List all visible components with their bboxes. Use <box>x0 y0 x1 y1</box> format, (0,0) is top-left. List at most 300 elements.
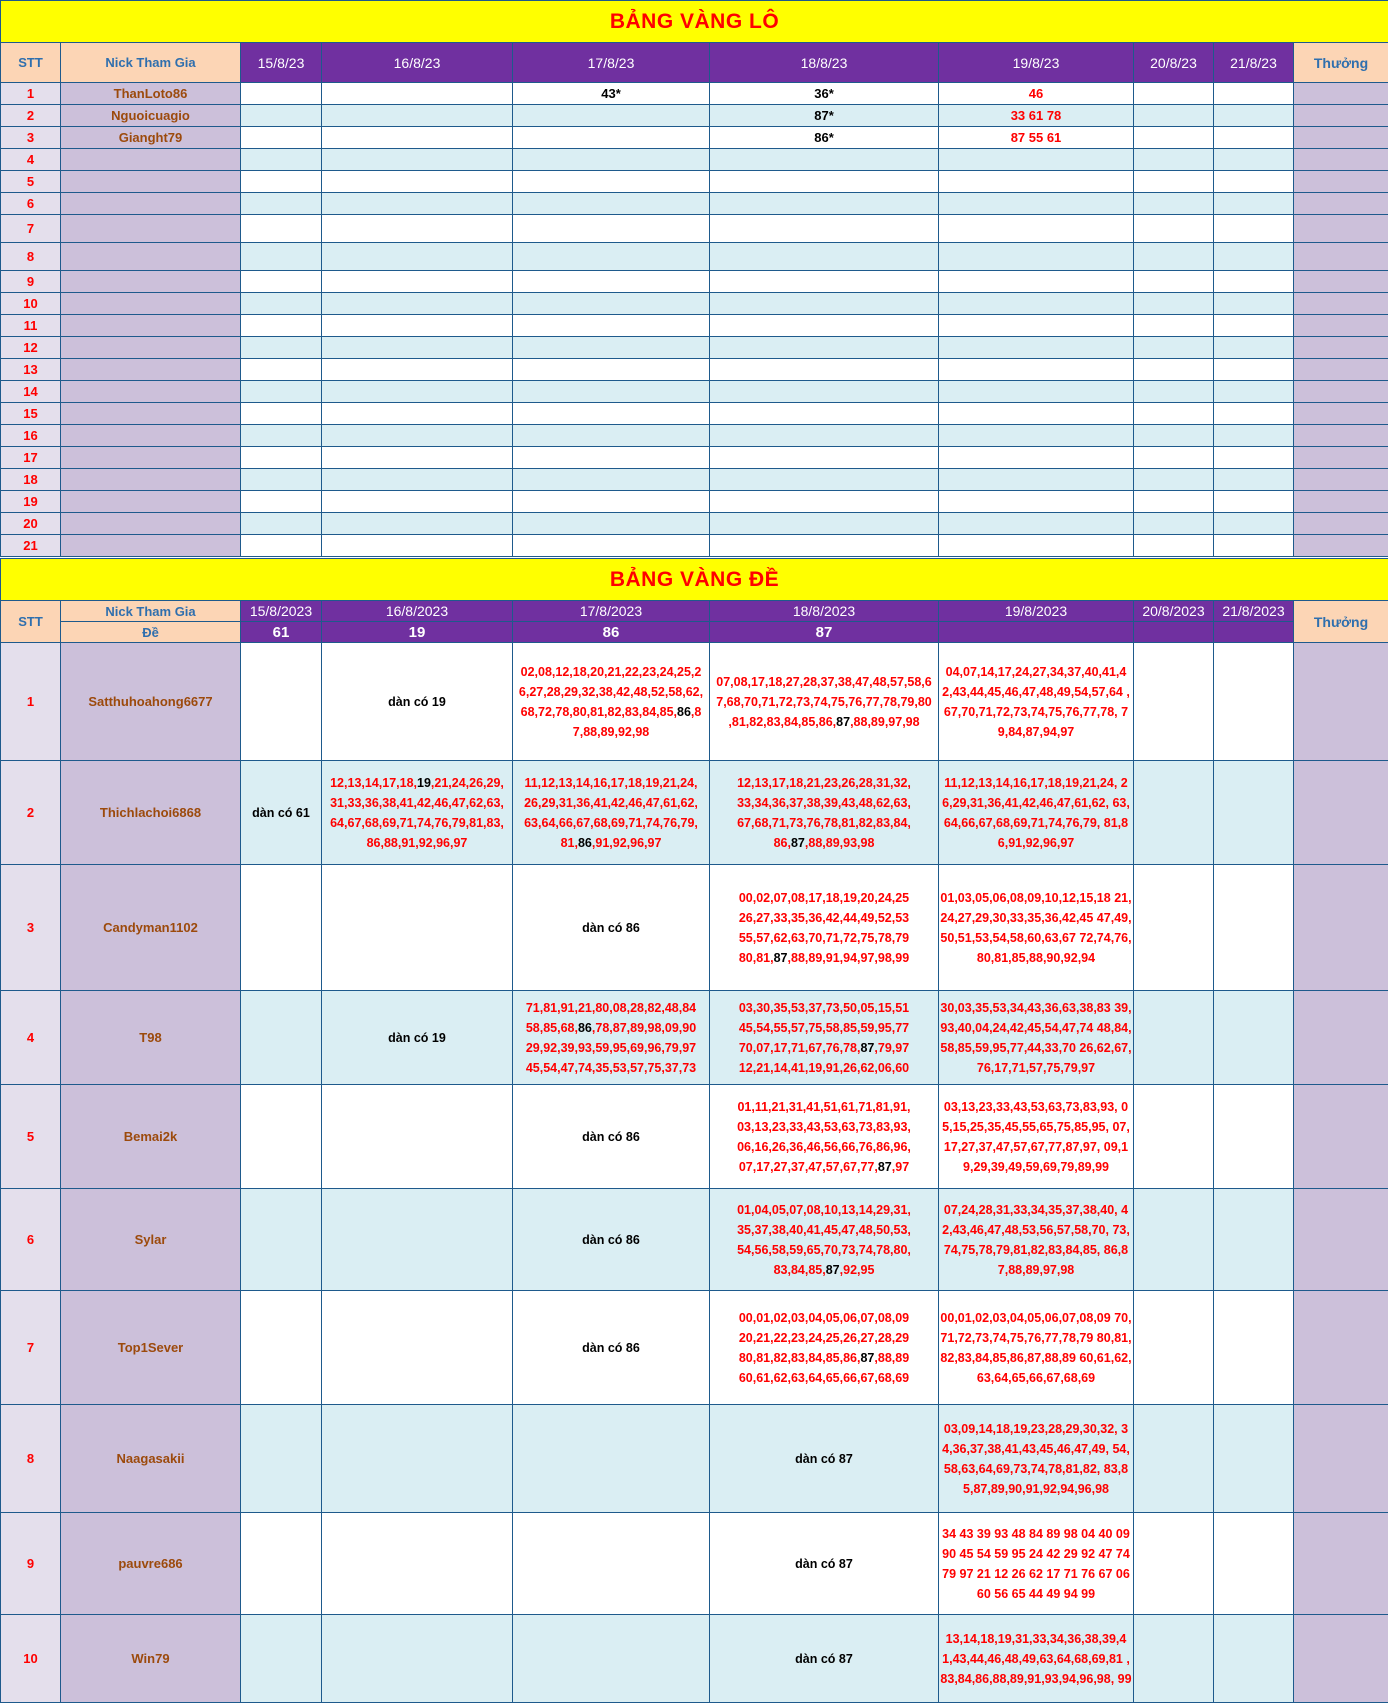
de-cell-19: 04,07,14,17,24,27,34,37,40,41,4 2,43,44,45,46,47,48,49,54,57,64 ,67,70,71,72,73,74,75,76,77,78, 79,84,87,94,97 <box>939 643 1134 761</box>
de-row <box>1 991 1388 1085</box>
lo-cell-16 <box>322 149 513 171</box>
lo-cell-19 <box>939 193 1134 215</box>
de-cell-text: ,92,95 <box>840 1263 875 1277</box>
lo-cell-19 <box>939 293 1134 315</box>
de-cell-15 <box>241 1513 322 1615</box>
lo-nick <box>61 293 241 315</box>
de-cell-text: 26,27,33,35,36,42,44,49,52,53 <box>739 911 909 925</box>
de-cell-16 <box>322 761 513 865</box>
lo-cell-21 <box>1214 491 1294 513</box>
lo-cell-16 <box>322 171 513 193</box>
lo-cell-20 <box>1134 491 1214 513</box>
lo-thuong <box>1294 447 1388 469</box>
de-cell-text: 02,08,12,18,20,21,22,23,24,25,2 <box>521 665 702 679</box>
de-cell-text: 87 <box>878 1160 892 1174</box>
de-cell-16 <box>322 1085 513 1189</box>
lo-cell-19 <box>939 243 1134 271</box>
lo-cell-21 <box>1214 215 1294 243</box>
de-cell-text: 80,81,82,83,84,85,86, <box>739 1351 861 1365</box>
lo-cell-15 <box>241 447 322 469</box>
de-date-header: 17/8/2023 <box>513 601 710 622</box>
de-cell-text: 55,57,62,63,70,71,72,75,78,79 <box>739 931 909 945</box>
de-cell-text: 86 <box>578 836 592 850</box>
de-cell-text: 86 <box>677 705 691 719</box>
de-cell-text: 70,07,17,71,67,76,78, <box>739 1041 861 1055</box>
de-cell-17 <box>513 1615 710 1703</box>
de-cell-text: 87 <box>836 715 850 729</box>
de-cell-17: dàn có 86 <box>513 1189 710 1291</box>
de-title: BẢNG VÀNG ĐỀ <box>1 559 1388 601</box>
de-cell-16: dàn có 19 <box>322 991 513 1085</box>
lo-cell-16 <box>322 469 513 491</box>
de-cell-21 <box>1214 1513 1294 1615</box>
lo-row <box>1 491 1388 513</box>
de-result: 87 <box>710 622 939 643</box>
lo-cell-20 <box>1134 337 1214 359</box>
lo-cell-20 <box>1134 127 1214 149</box>
lo-cell-18 <box>710 171 939 193</box>
de-table <box>0 558 1388 1703</box>
de-cell-16 <box>322 1189 513 1291</box>
de-nick: Top1Sever <box>61 1291 241 1405</box>
de-cell-18: dàn có 87 <box>710 1513 939 1615</box>
de-cell-text: 20,21,22,23,24,25,26,27,28,29 <box>739 1331 909 1345</box>
de-cell-21 <box>1214 643 1294 761</box>
lo-cell-19: 46 <box>939 83 1134 105</box>
de-nick: pauvre686 <box>61 1513 241 1615</box>
lo-cell-17 <box>513 193 710 215</box>
lo-thuong <box>1294 171 1388 193</box>
de-thuong <box>1294 1615 1388 1703</box>
lo-cell-20 <box>1134 105 1214 127</box>
lo-cell-15 <box>241 149 322 171</box>
lo-row <box>1 215 1388 243</box>
de-cell-19: 30,03,35,53,34,43,36,63,38,83 39,93,40,04,24,42,45,54,47,74 48,84,58,85,59,95,77,44,33,70 26,62,67,76,17,71,57,75,79,97 <box>939 991 1134 1085</box>
lo-date-header: 15/8/23 <box>241 43 322 83</box>
lo-cell-18 <box>710 149 939 171</box>
lo-cell-15 <box>241 243 322 271</box>
lo-cell-16 <box>322 83 513 105</box>
lo-cell-17 <box>513 513 710 535</box>
lo-cell-17 <box>513 243 710 271</box>
de-cell-17: dàn có 86 <box>513 1085 710 1189</box>
lo-nick <box>61 491 241 513</box>
lo-stt: 13 <box>1 359 61 381</box>
lo-nick <box>61 171 241 193</box>
de-cell-15 <box>241 643 322 761</box>
lo-cell-16 <box>322 491 513 513</box>
de-cell-text: 26,29,31,36,41,42,46,47,61,62, <box>524 796 698 810</box>
de-date-header: 19/8/2023 <box>939 601 1134 622</box>
lo-thuong <box>1294 359 1388 381</box>
lo-cell-19 <box>939 359 1134 381</box>
de-cell-17 <box>513 761 710 865</box>
lo-nick <box>61 469 241 491</box>
de-row <box>1 1513 1388 1615</box>
lo-cell-19 <box>939 425 1134 447</box>
lo-cell-20 <box>1134 193 1214 215</box>
de-cell-text: 81, <box>561 836 578 850</box>
de-nick: T98 <box>61 991 241 1085</box>
lo-cell-16 <box>322 193 513 215</box>
lo-cell-15 <box>241 381 322 403</box>
lo-thuong <box>1294 513 1388 535</box>
lo-stt: 5 <box>1 171 61 193</box>
lo-cell-20 <box>1134 359 1214 381</box>
lo-cell-15 <box>241 403 322 425</box>
lo-cell-19 <box>939 215 1134 243</box>
lo-cell-16 <box>322 315 513 337</box>
de-stt: 2 <box>1 761 61 865</box>
lo-cell-19 <box>939 403 1134 425</box>
de-cell-19: 11,12,13,14,16,17,18,19,21,24, 26,29,31,36,41,42,46,47,61,62, 63,64,66,67,68,69,71,74,76,79, 81,86,91,92,96,97 <box>939 761 1134 865</box>
lo-stt: 10 <box>1 293 61 315</box>
lo-cell-19 <box>939 315 1134 337</box>
lo-cell-18 <box>710 447 939 469</box>
lo-cell-21 <box>1214 535 1294 557</box>
de-cell-text: 87 <box>860 1351 874 1365</box>
de-date-header: 16/8/2023 <box>322 601 513 622</box>
de-row <box>1 1291 1388 1405</box>
lo-row <box>1 193 1388 215</box>
lo-row <box>1 359 1388 381</box>
lo-cell-17 <box>513 171 710 193</box>
de-cell-20 <box>1134 1291 1214 1405</box>
de-cell-16 <box>322 865 513 991</box>
de-cell-text: 01,11,21,31,41,51,61,71,81,91, <box>737 1100 910 1114</box>
de-row <box>1 1405 1388 1513</box>
de-result: 61 <box>241 622 322 643</box>
lo-cell-17 <box>513 447 710 469</box>
de-cell-15 <box>241 1405 322 1513</box>
lo-cell-21 <box>1214 243 1294 271</box>
lo-cell-18: 87* <box>710 105 939 127</box>
de-cell-text: 60,61,62,63,64,65,66,67,68,69 <box>739 1371 909 1385</box>
lo-cell-19: 87 55 61 <box>939 127 1134 149</box>
lo-cell-17 <box>513 293 710 315</box>
de-cell-17 <box>513 991 710 1085</box>
lo-cell-17 <box>513 105 710 127</box>
de-result: 86 <box>513 622 710 643</box>
lo-date-header: 19/8/23 <box>939 43 1134 83</box>
de-cell-19: 07,24,28,31,33,34,35,37,38,40, 42,43,46,47,48,53,56,57,58,70, 73,74,75,78,79,81,82,83,84,85, 86,87,88,89,97,98 <box>939 1189 1134 1291</box>
lo-cell-18 <box>710 243 939 271</box>
lo-cell-15 <box>241 83 322 105</box>
de-cell-18 <box>710 643 939 761</box>
lo-cell-20 <box>1134 425 1214 447</box>
lo-stt: 8 <box>1 243 61 271</box>
de-cell-text: ,21,24,26,29, <box>431 776 504 790</box>
lo-row <box>1 535 1388 557</box>
lo-cell-17 <box>513 215 710 243</box>
lo-cell-20 <box>1134 469 1214 491</box>
de-cell-18 <box>710 1291 939 1405</box>
lo-cell-21 <box>1214 447 1294 469</box>
de-cell-text: 54,56,58,59,65,70,73,74,78,80, <box>737 1243 911 1257</box>
lo-nick <box>61 149 241 171</box>
de-cell-15 <box>241 1189 322 1291</box>
lo-cell-20 <box>1134 381 1214 403</box>
de-nick: Win79 <box>61 1615 241 1703</box>
de-cell-21 <box>1214 991 1294 1085</box>
de-cell-17: dàn có 86 <box>513 1291 710 1405</box>
de-cell-21 <box>1214 1405 1294 1513</box>
de-nick: Thichlachoi6868 <box>61 761 241 865</box>
lo-thuong <box>1294 425 1388 447</box>
lo-cell-16 <box>322 535 513 557</box>
de-cell-text: 64,67,68,69,71,74,76,79,81,83, <box>330 816 504 830</box>
de-cell-20 <box>1134 1085 1214 1189</box>
de-cell-text: 00,02,07,08,17,18,19,20,24,25 <box>739 891 909 905</box>
de-row <box>1 865 1388 991</box>
lo-cell-20 <box>1134 271 1214 293</box>
de-cell-text: 12,21,14,41,19,91,26,62,06,60 <box>739 1061 909 1075</box>
lo-cell-19 <box>939 149 1134 171</box>
de-cell-text: 67,68,71,73,76,78,81,82,83,84, <box>737 816 911 830</box>
de-cell-text: ,97 <box>892 1160 909 1174</box>
lo-cell-16 <box>322 403 513 425</box>
lo-row <box>1 243 1388 271</box>
de-result <box>1214 622 1294 643</box>
lo-cell-18 <box>710 469 939 491</box>
lo-cell-18 <box>710 403 939 425</box>
lo-row <box>1 469 1388 491</box>
lo-cell-17 <box>513 149 710 171</box>
lo-title: BẢNG VÀNG LÔ <box>1 1 1388 43</box>
lo-cell-18: 36* <box>710 83 939 105</box>
de-cell-text: 6,27,28,29,32,38,42,48,52,58,62, <box>519 685 703 699</box>
de-cell-18 <box>710 865 939 991</box>
lo-cell-16 <box>322 105 513 127</box>
de-cell-text: 87 <box>860 1041 874 1055</box>
lo-cell-20 <box>1134 149 1214 171</box>
de-cell-15 <box>241 1615 322 1703</box>
de-cell-text: 87 <box>826 1263 840 1277</box>
de-cell-19: 03,13,23,33,43,53,63,73,83,93, 05,15,25,35,45,55,65,75,85,95, 07,17,27,37,47,57,67,77,87,97, 09,19,29,39,49,59,69,79,89,99 <box>939 1085 1134 1189</box>
de-stt: 4 <box>1 991 61 1085</box>
lo-cell-19 <box>939 535 1134 557</box>
de-cell-19: 13,14,18,19,31,33,34,36,38,39,4 1,43,44,46,48,49,63,64,68,69,81 ,83,84,86,88,89,91,93,94,96,98, 99 <box>939 1615 1134 1703</box>
lo-cell-19 <box>939 271 1134 293</box>
de-cell-21 <box>1214 865 1294 991</box>
lo-stt: 2 <box>1 105 61 127</box>
lo-stt: 17 <box>1 447 61 469</box>
de-cell-16: dàn có 19 <box>322 643 513 761</box>
de-cell-text: 12,13,14,17,18, <box>330 776 417 790</box>
de-cell-18: dàn có 87 <box>710 1615 939 1703</box>
lo-date-header: 18/8/23 <box>710 43 939 83</box>
de-nick: Bemai2k <box>61 1085 241 1189</box>
lo-cell-20 <box>1134 403 1214 425</box>
lo-stt: 21 <box>1 535 61 557</box>
lo-thuong <box>1294 535 1388 557</box>
de-cell-19: 03,09,14,18,19,23,28,29,30,32, 34,36,37,38,41,43,45,46,47,49, 54,58,63,64,69,73,74,78,81,82, 83,85,87,89,90,91,92,94,96,98 <box>939 1405 1134 1513</box>
lo-cell-21 <box>1214 425 1294 447</box>
lo-cell-18 <box>710 215 939 243</box>
lo-cell-21 <box>1214 403 1294 425</box>
lo-cell-18 <box>710 359 939 381</box>
lo-cell-21 <box>1214 381 1294 403</box>
de-cell-text: 58,85,68, <box>526 1021 578 1035</box>
lo-cell-18 <box>710 271 939 293</box>
de-cell-21 <box>1214 1085 1294 1189</box>
lo-nick <box>61 215 241 243</box>
de-cell-20 <box>1134 991 1214 1085</box>
lo-row <box>1 447 1388 469</box>
lo-cell-21 <box>1214 83 1294 105</box>
lo-cell-18 <box>710 293 939 315</box>
lo-cell-18 <box>710 315 939 337</box>
de-stt: 1 <box>1 643 61 761</box>
lo-cell-17 <box>513 359 710 381</box>
lo-cell-21 <box>1214 315 1294 337</box>
de-cell-20 <box>1134 865 1214 991</box>
de-row <box>1 1615 1388 1703</box>
lo-row <box>1 83 1388 105</box>
de-cell-text: 19 <box>417 776 431 790</box>
lo-cell-17 <box>513 337 710 359</box>
de-cell-15 <box>241 1291 322 1405</box>
lo-cell-21 <box>1214 469 1294 491</box>
de-stt: 7 <box>1 1291 61 1405</box>
de-date-header: 21/8/2023 <box>1214 601 1294 622</box>
lo-cell-20 <box>1134 293 1214 315</box>
lo-cell-18 <box>710 425 939 447</box>
de-cell-20 <box>1134 643 1214 761</box>
de-thuong-header: Thưởng <box>1294 601 1388 643</box>
lo-cell-18 <box>710 491 939 513</box>
lo-nick <box>61 513 241 535</box>
de-cell-16 <box>322 1291 513 1405</box>
de-cell-17 <box>513 1405 710 1513</box>
lo-cell-17 <box>513 271 710 293</box>
lo-cell-15 <box>241 491 322 513</box>
lo-cell-20 <box>1134 513 1214 535</box>
de-cell-text: 00,01,02,03,04,05,06,07,08,09 <box>739 1311 909 1325</box>
lo-row <box>1 403 1388 425</box>
lo-cell-16 <box>322 243 513 271</box>
lo-nick: Nguoicuagio <box>61 105 241 127</box>
lo-cell-20 <box>1134 171 1214 193</box>
lo-row <box>1 337 1388 359</box>
de-cell-text: ,88,89,93,98 <box>805 836 875 850</box>
de-result <box>939 622 1134 643</box>
de-cell-text: 86,88,91,92,96,97 <box>367 836 468 850</box>
lo-stt: 14 <box>1 381 61 403</box>
lo-cell-19: 33 61 78 <box>939 105 1134 127</box>
de-label: Đề <box>61 622 241 643</box>
lo-thuong <box>1294 381 1388 403</box>
lo-cell-20 <box>1134 243 1214 271</box>
de-cell-20 <box>1134 1513 1214 1615</box>
lo-cell-18 <box>710 381 939 403</box>
lo-cell-16 <box>322 513 513 535</box>
lo-thuong <box>1294 271 1388 293</box>
de-nick: Naagasakii <box>61 1405 241 1513</box>
de-cell-text: 07,17,27,37,47,57,67,77, <box>739 1160 878 1174</box>
lo-cell-19 <box>939 513 1134 535</box>
lo-thuong <box>1294 127 1388 149</box>
lo-stt-header: STT <box>1 43 61 83</box>
lo-stt: 15 <box>1 403 61 425</box>
lo-nick: ThanLoto86 <box>61 83 241 105</box>
de-cell-text: ,88,89 <box>874 1351 909 1365</box>
lo-cell-19 <box>939 447 1134 469</box>
lo-cell-21 <box>1214 105 1294 127</box>
lo-cell-16 <box>322 293 513 315</box>
lo-nick <box>61 359 241 381</box>
lo-thuong <box>1294 215 1388 243</box>
de-stt-header: STT <box>1 601 61 643</box>
de-result <box>1134 622 1214 643</box>
de-thuong <box>1294 1085 1388 1189</box>
de-stt: 3 <box>1 865 61 991</box>
de-thuong <box>1294 761 1388 865</box>
lo-thuong <box>1294 469 1388 491</box>
lo-nick: Gianght79 <box>61 127 241 149</box>
lo-cell-15 <box>241 271 322 293</box>
lo-row <box>1 293 1388 315</box>
lo-cell-15 <box>241 193 322 215</box>
lo-nick <box>61 425 241 447</box>
lo-row <box>1 381 1388 403</box>
lo-nick <box>61 243 241 271</box>
lo-nick <box>61 447 241 469</box>
lo-nick <box>61 271 241 293</box>
de-cell-17: dàn có 86 <box>513 865 710 991</box>
lo-nick <box>61 381 241 403</box>
lo-cell-17 <box>513 127 710 149</box>
de-cell-text: ,81,82,83,84,85,86, <box>728 715 836 729</box>
de-header-row <box>1 601 1388 622</box>
lo-stt: 3 <box>1 127 61 149</box>
lo-cell-18 <box>710 513 939 535</box>
lo-cell-20 <box>1134 315 1214 337</box>
lo-cell-15 <box>241 425 322 447</box>
de-stt: 10 <box>1 1615 61 1703</box>
de-row <box>1 643 1388 761</box>
lo-stt: 18 <box>1 469 61 491</box>
de-cell-text: 06,16,26,36,46,56,66,76,86,96, <box>737 1140 911 1154</box>
lo-thuong <box>1294 83 1388 105</box>
de-nick: Candyman1102 <box>61 865 241 991</box>
de-cell-text: 87 <box>791 836 805 850</box>
de-cell-15 <box>241 865 322 991</box>
de-stt: 5 <box>1 1085 61 1189</box>
de-cell-20 <box>1134 1189 1214 1291</box>
de-result: 19 <box>322 622 513 643</box>
lo-cell-21 <box>1214 513 1294 535</box>
lo-cell-17 <box>513 315 710 337</box>
de-cell-text: 45,54,47,74,35,53,57,75,37,73 <box>526 1061 696 1075</box>
lo-cell-17: 43* <box>513 83 710 105</box>
de-cell-text: 45,54,55,57,75,58,85,59,95,77 <box>739 1021 909 1035</box>
lo-stt: 6 <box>1 193 61 215</box>
lo-cell-17 <box>513 381 710 403</box>
de-cell-text: 7,88,89,92,98 <box>573 725 649 739</box>
lo-cell-18 <box>710 193 939 215</box>
de-cell-text: 29,92,39,93,59,95,69,96,79,97 <box>526 1041 696 1055</box>
lo-cell-16 <box>322 447 513 469</box>
de-cell-20 <box>1134 1405 1214 1513</box>
lo-date-header: 21/8/23 <box>1214 43 1294 83</box>
lo-row <box>1 425 1388 447</box>
de-cell-16 <box>322 1615 513 1703</box>
lo-cell-15 <box>241 359 322 381</box>
lo-thuong <box>1294 243 1388 271</box>
lo-cell-21 <box>1214 127 1294 149</box>
de-cell-19: 01,03,05,06,08,09,10,12,15,18 21,24,27,29,30,33,35,36,42,45 47,49,50,51,53,54,58,60,63,67 72,74,76,80,81,85,88,90,92,94 <box>939 865 1134 991</box>
